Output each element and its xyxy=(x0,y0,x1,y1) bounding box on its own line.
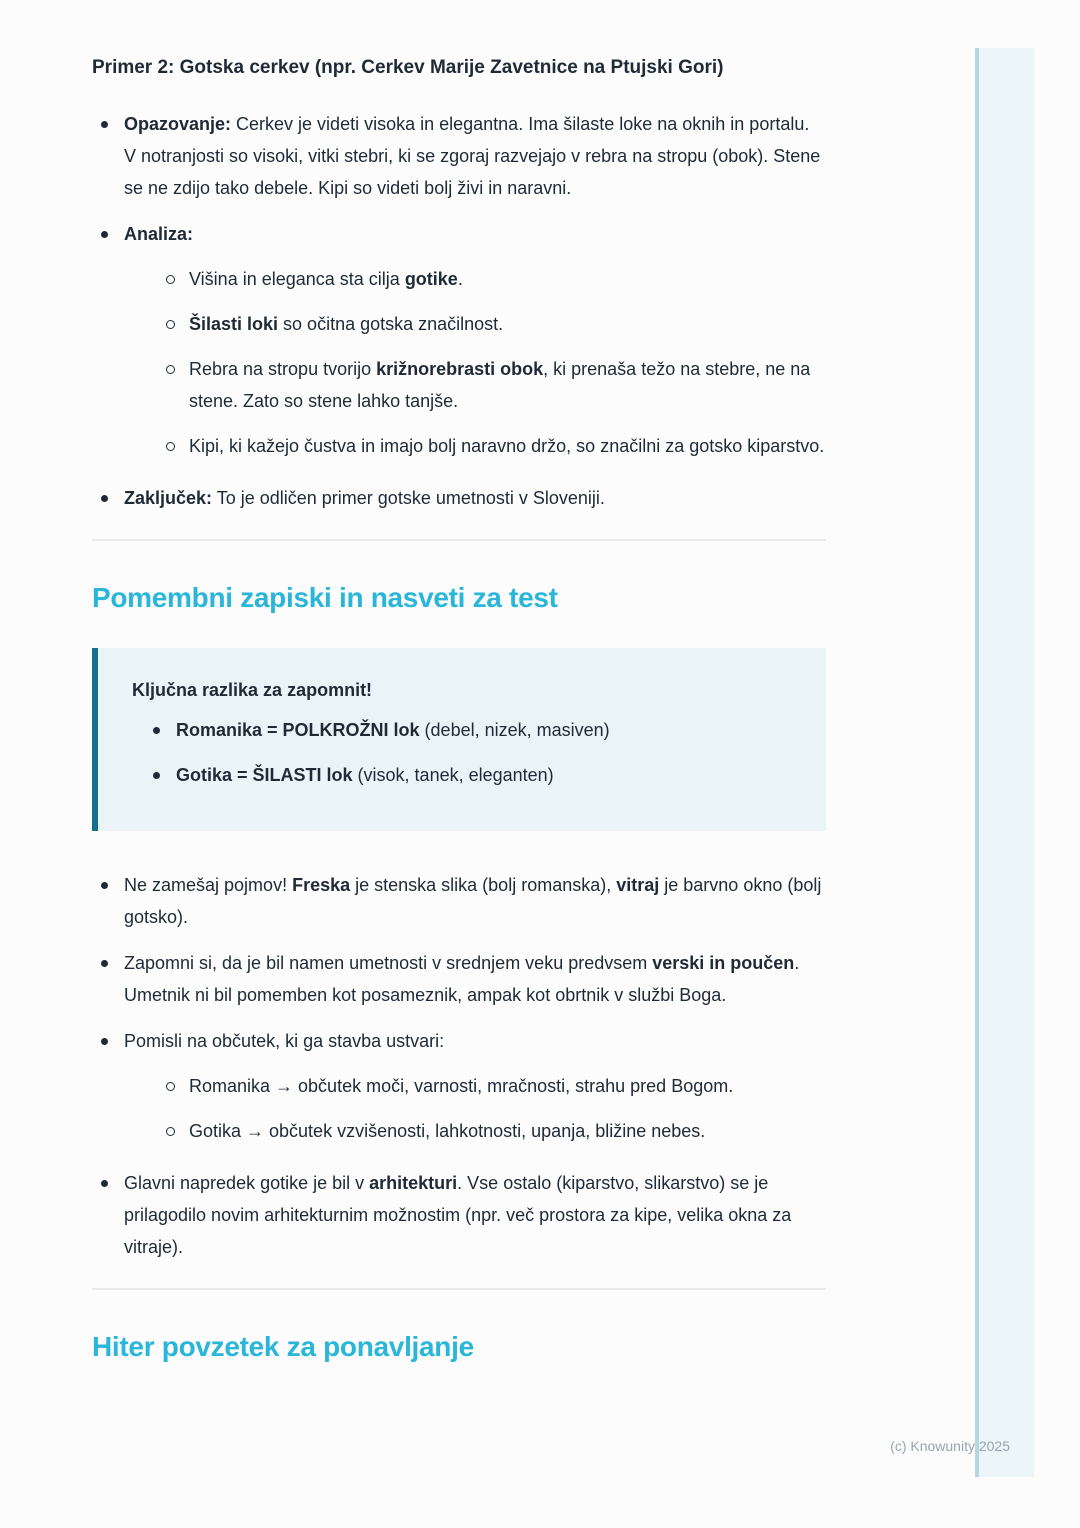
list-item xyxy=(92,482,826,514)
list-item-text: Ne zamešaj pojmov! Freska je stenska slika (bolj romanska), vitraj je barvno okno (bolj gotsko). xyxy=(124,875,822,928)
bullet-dot-icon xyxy=(101,495,108,502)
summary-section-heading: Hiter povzetek za ponavljanje xyxy=(92,1331,474,1363)
example-heading: Primer 2: Gotska cerkev (npr. Cerkev Marije Zavetnice na Ptujski Gori) xyxy=(92,57,724,78)
bullet-ring-icon xyxy=(166,320,175,329)
callout-item-text: Romanika = POLKROŽNI lok (debel, nizek, masiven) xyxy=(176,720,610,741)
tips-list xyxy=(92,869,826,1263)
list-item-text: Zapomni si, da je bil namen umetnosti v srednjem veku predvsem verski in poučen. Umetnik ni bil pomemben kot posameznik, ampak kot obrtnik v službi Boga. xyxy=(124,953,800,1006)
callout-list-item xyxy=(144,759,792,791)
callout-box xyxy=(92,648,826,831)
sub-list-item-text: Rebra na stropu tvorijo križnorebrasti obok, ki prenaša težo na stebre, ne na stene. Zato so stene lahko tanjše. xyxy=(189,358,811,411)
sub-list-item xyxy=(156,308,826,340)
example-list xyxy=(92,108,826,514)
list-item-text: Zaključek: To je odličen primer gotske umetnosti v Sloveniji. xyxy=(124,487,605,508)
section-divider xyxy=(92,1288,826,1290)
bullet-ring-icon xyxy=(166,275,175,284)
list-item xyxy=(92,1167,826,1263)
bullet-ring-icon xyxy=(166,1127,175,1136)
notes-section-heading: Pomembni zapiski in nasveti za test xyxy=(92,581,558,613)
bullet-dot-icon xyxy=(101,960,108,967)
list-item-text: Glavni napredek gotike je bil v arhitekturi. Vse ostalo (kiparstvo, slikarstvo) se je prilagodilo novim arhitekturnim možnostim (npr. več prostora za kipe, velika okna za vitraje). xyxy=(124,1173,792,1258)
list-item xyxy=(92,947,826,1011)
bullet-ring-icon xyxy=(166,1082,175,1091)
document-content xyxy=(92,56,826,1398)
list-item xyxy=(92,218,826,462)
bullet-dot-icon xyxy=(101,882,108,889)
sub-list-item xyxy=(156,263,826,295)
callout-item-text: Gotika = ŠILASTI lok (visok, tanek, eleganten) xyxy=(176,765,554,786)
bullet-dot-icon xyxy=(101,1180,108,1187)
footer-credit: (c) Knowunity 2025 xyxy=(890,1438,1010,1454)
callout-list-item xyxy=(144,714,792,746)
bullet-ring-icon xyxy=(166,442,175,451)
sub-list-item xyxy=(156,430,826,462)
sub-list-item-text: Gotika → občutek vzvišenosti, lahkotnosti, upanja, bližine nebes. xyxy=(189,1121,706,1142)
callout-title: Ključna razlika za zapomnit! xyxy=(132,680,373,701)
sub-list-item xyxy=(156,1115,826,1147)
section-divider xyxy=(92,539,826,541)
list-item xyxy=(92,1025,826,1147)
bullet-ring-icon xyxy=(166,365,175,374)
sub-list-item-text: Romanika → občutek moči, varnosti, mračnosti, strahu pred Bogom. xyxy=(189,1076,734,1097)
list-item-text: Analiza: xyxy=(124,223,194,244)
bullet-dot-icon xyxy=(153,772,160,779)
sub-list-item xyxy=(156,1070,826,1102)
sub-list-item-text: Višina in eleganca sta cilja gotike. xyxy=(189,268,463,289)
sub-list xyxy=(124,263,826,462)
bullet-dot-icon xyxy=(101,231,108,238)
list-item xyxy=(92,869,826,933)
sub-list-item-text: Kipi, ki kažejo čustva in imajo bolj naravno držo, so značilni za gotsko kiparstvo. xyxy=(189,435,825,456)
sub-list-item xyxy=(156,353,826,417)
list-item xyxy=(92,108,826,204)
bullet-dot-icon xyxy=(153,727,160,734)
bullet-dot-icon xyxy=(101,121,108,128)
list-item-text: Pomisli na občutek, ki ga stavba ustvari: xyxy=(124,1031,445,1052)
sub-list-item-text: Šilasti loki so očitna gotska značilnost. xyxy=(189,313,504,334)
sub-list xyxy=(124,1070,826,1147)
bullet-dot-icon xyxy=(101,1038,108,1045)
list-item-text: Opazovanje: Cerkev je videti visoka in elegantna. Ima šilaste loke na oknih in portalu. V notranjosti so visoki, vitki stebri, ki se zgoraj razvejajo v rebra na stropu (obok). Stene se ne zdijo tako debele. Kipi so videti bolj živi in naravni. xyxy=(124,113,821,198)
side-stripe xyxy=(975,48,1034,1477)
